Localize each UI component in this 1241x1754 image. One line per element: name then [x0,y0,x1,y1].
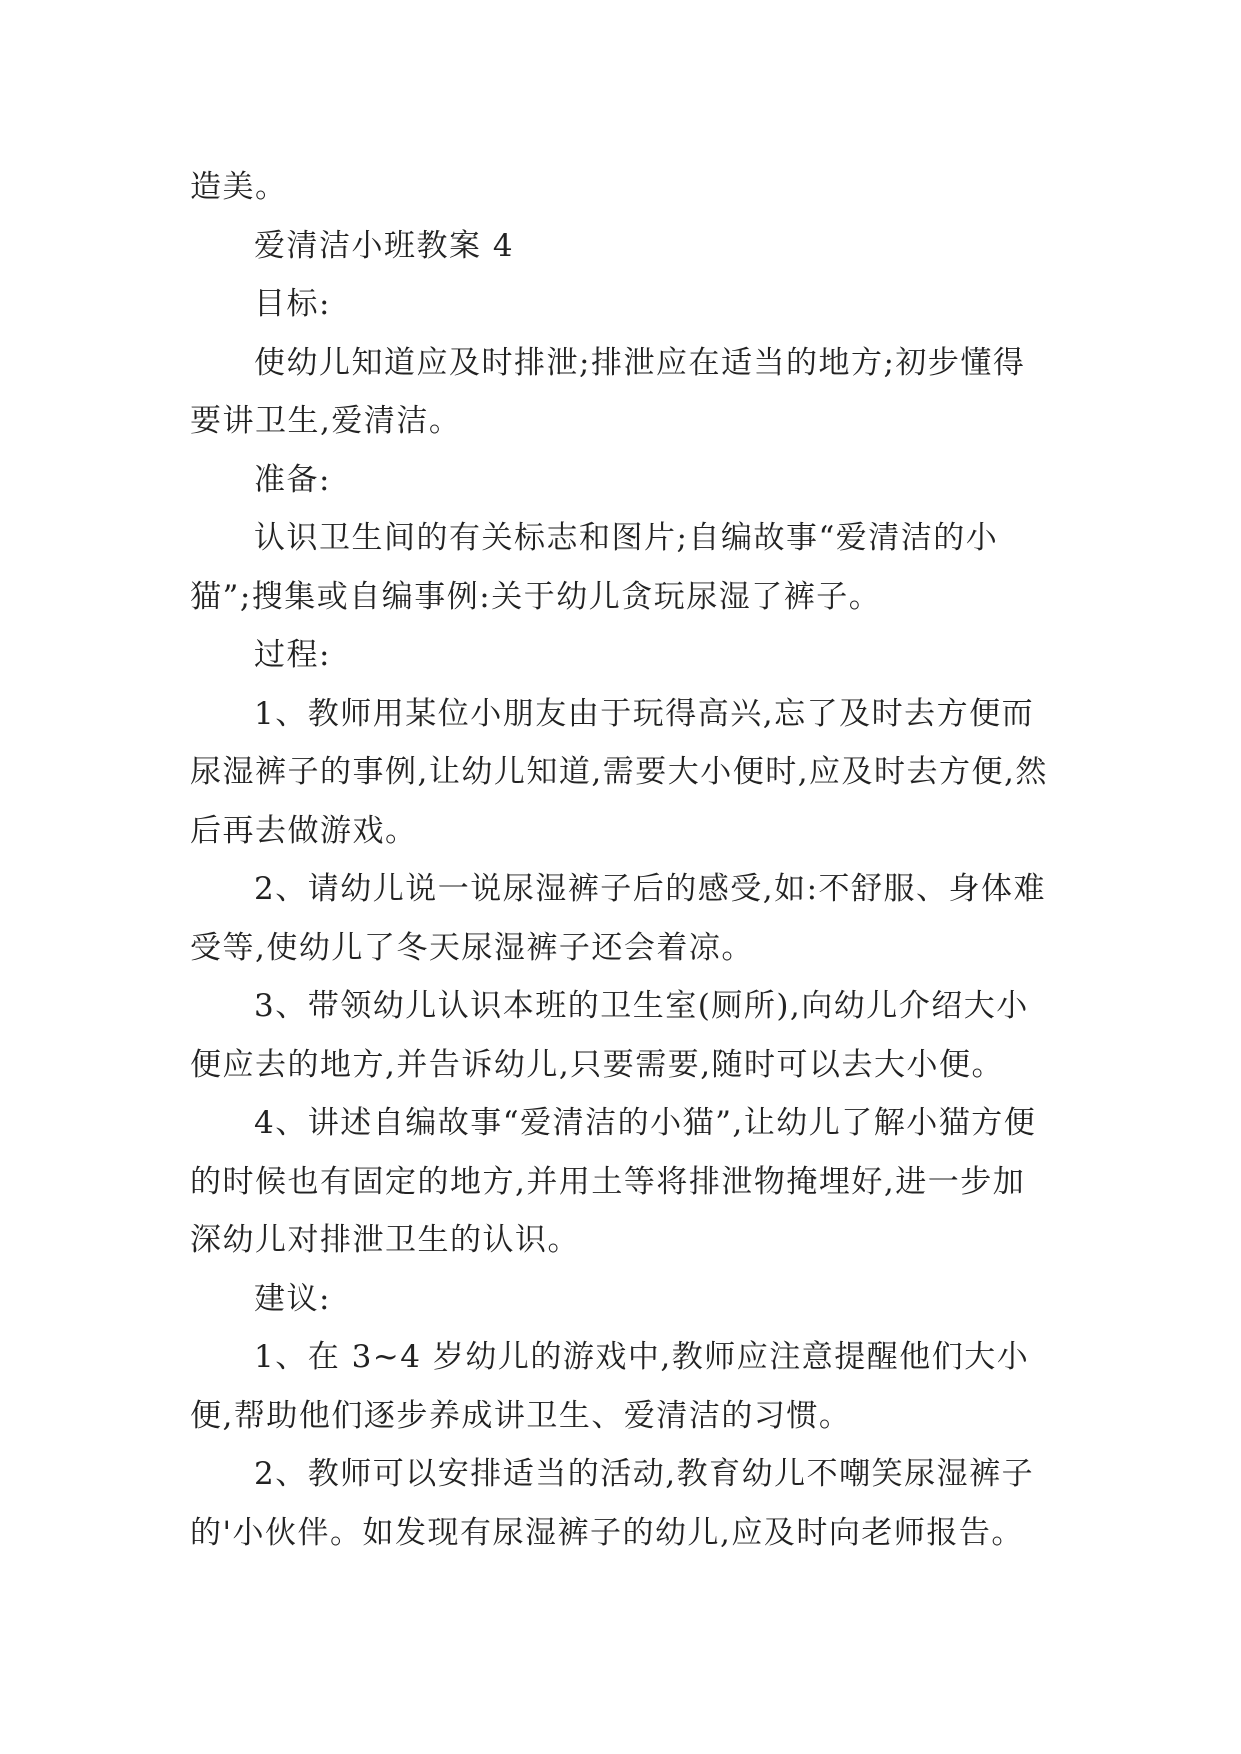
heading-suggestion: 建议: [254,1280,331,1317]
paragraph-preparation: 认识卫生间的有关标志和图片;自编故事“爱清洁的小猫”;搜集或自编事例:关于幼儿贪玩尿湿了裤子。 [190,520,999,615]
suggestion-2: 2、教师可以安排适当的活动,教育幼儿不嘲笑尿湿裤子的'小伙伴。如发现有尿湿裤子的幼儿,应及时向老师报告。 [190,1456,1035,1551]
process-step-4: 4、讲述自编故事“爱清洁的小猫”,让幼儿了解小猫方便的时候也有固定的地方,并用土等将排泄物掩埋好,进一步加深幼儿对排泄卫生的认识。 [190,1105,1037,1258]
suggestion-1: 1、在 3~4 岁幼儿的游戏中,教师应注意提醒他们大小便,帮助他们逐步养成讲卫生、爱清洁的习惯。 [190,1339,1030,1434]
heading-preparation: 准备: [254,461,331,498]
document-body [190,158,1050,1562]
process-step-2: 2、请幼儿说一说尿湿裤子后的感受,如:不舒服、身体难受等,使幼儿了冬天尿湿裤子还会着凉。 [190,871,1047,966]
process-step-1: 1、教师用某位小朋友由于玩得高兴,忘了及时去方便而尿湿裤子的事例,让幼儿知道,需要大小便时,应及时去方便,然后再去做游戏。 [190,695,1048,849]
paragraph-continuation: 造美。 [190,169,288,205]
heading-process: 过程: [254,637,331,673]
section-title: 爱清洁小班教案 4 [254,227,515,264]
process-step-3: 3、带领幼儿认识本班的卫生室(厕所),向幼儿介绍大小便应去的地方,并告诉幼儿,只要需要,随时可以去大小便。 [190,988,1029,1083]
paragraph-goal: 使幼儿知道应及时排泄;排泄应在适当的地方;初步懂得要讲卫生,爱清洁。 [190,344,1026,439]
heading-goal: 目标: [254,286,331,322]
